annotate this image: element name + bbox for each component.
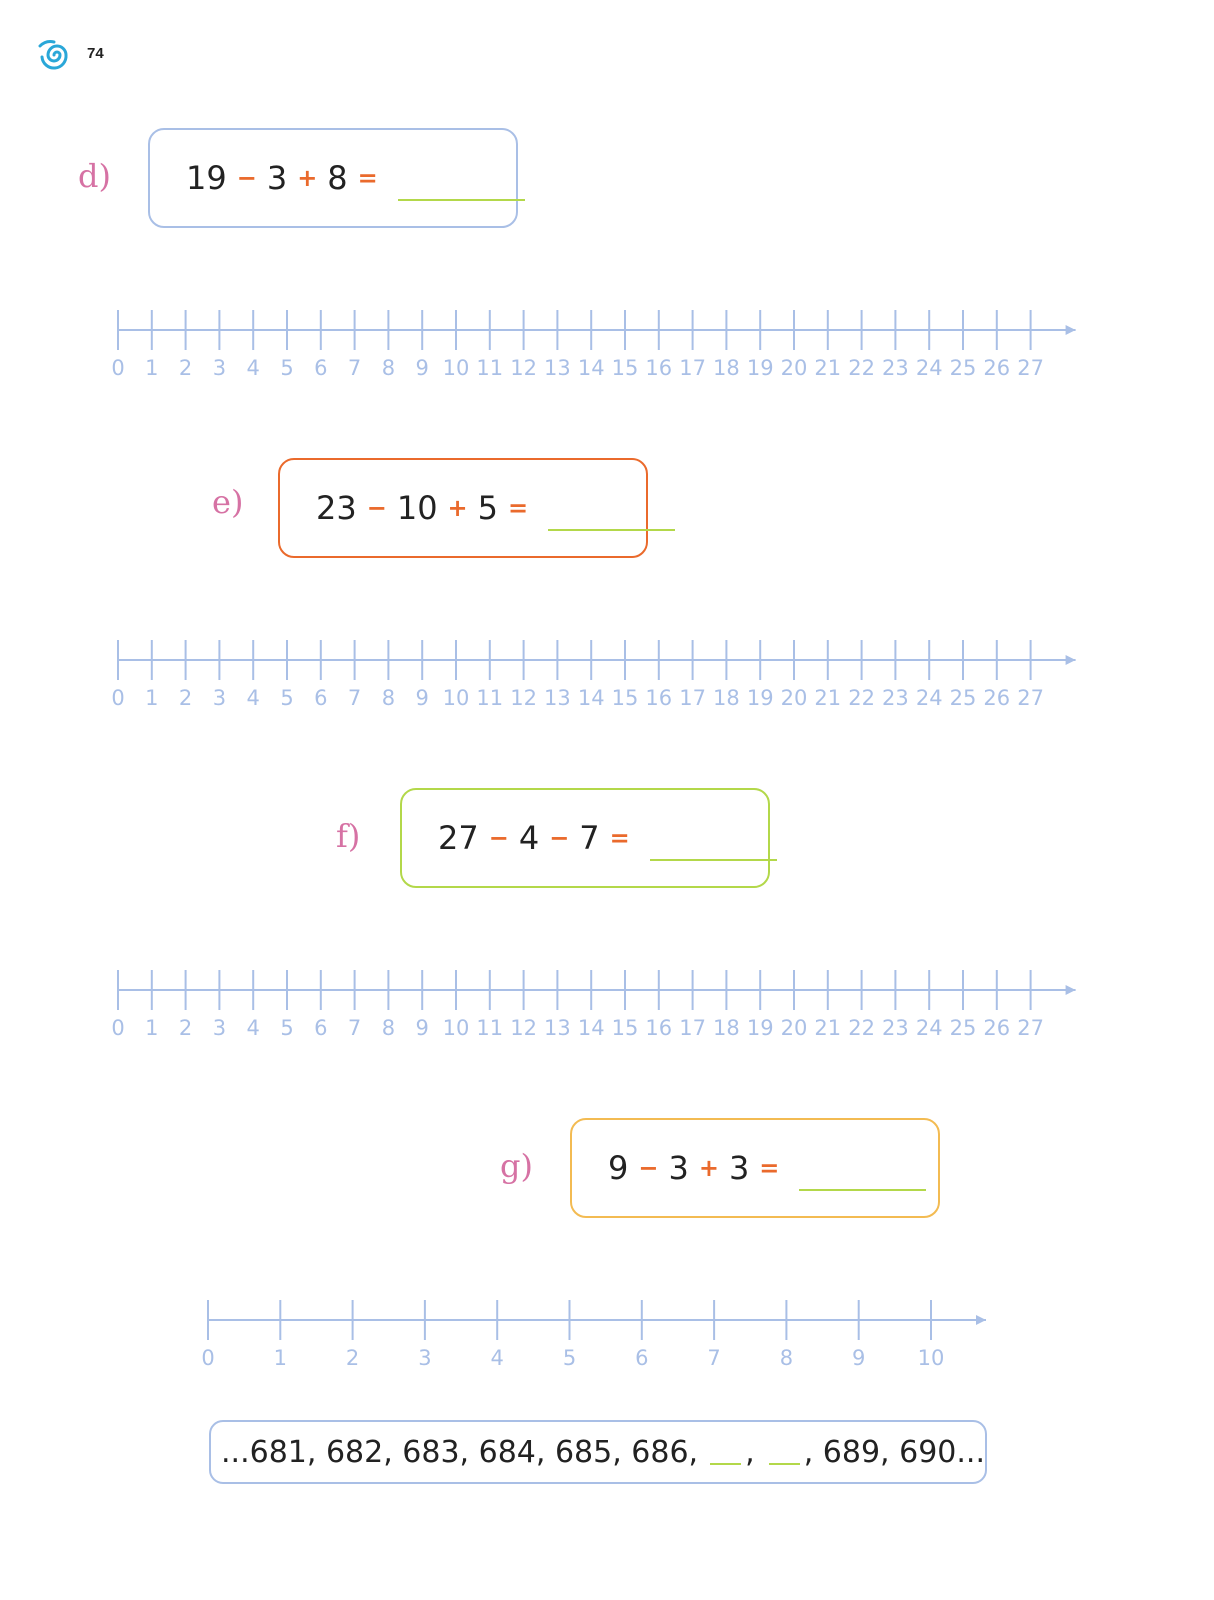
- tick-label: 16: [645, 686, 673, 710]
- tick-label: 24: [915, 686, 943, 710]
- exercise-label: e): [212, 483, 244, 521]
- tick-label: 16: [645, 356, 673, 380]
- tick-label: 27: [1017, 356, 1044, 380]
- tick-label: 10: [442, 356, 470, 380]
- arrow-head-icon: [1066, 325, 1076, 335]
- tick-label: 25: [949, 1016, 977, 1040]
- tick-label: 5: [562, 1346, 577, 1370]
- tick-label: 13: [544, 356, 571, 380]
- tick-label: 10: [442, 1016, 470, 1040]
- operand: 5: [477, 489, 499, 527]
- operand: 27: [438, 819, 479, 857]
- equals-sign: =: [759, 1154, 780, 1182]
- tick-label: 3: [212, 686, 227, 710]
- operand: 23: [316, 489, 357, 527]
- operand: 7: [579, 819, 600, 857]
- tick-label: 1: [145, 686, 159, 710]
- tick-label: 8: [381, 686, 396, 710]
- tick-label: 5: [280, 686, 294, 710]
- tick-label: 9: [415, 356, 429, 380]
- tick-label: 23: [882, 1016, 909, 1040]
- tick-label: 22: [848, 686, 875, 710]
- page-number: 74: [87, 45, 104, 62]
- sequence-end: , 689, 690...: [803, 1434, 985, 1470]
- tick-label: 12: [510, 356, 537, 380]
- number-sequence-box: [209, 1420, 987, 1484]
- tick-label: 6: [314, 686, 328, 710]
- operand: 3: [668, 1149, 689, 1187]
- operand: 8: [327, 159, 348, 197]
- operand: 19: [186, 159, 227, 197]
- tick-label: 15: [611, 356, 639, 380]
- tick-label: 2: [178, 356, 193, 380]
- tick-label: 17: [679, 1016, 706, 1040]
- tick-label: 21: [814, 1016, 842, 1040]
- tick-label: 14: [577, 1016, 605, 1040]
- tick-label: 6: [314, 1016, 328, 1040]
- exercise-label: f): [336, 817, 361, 855]
- tick-label: 2: [345, 1346, 360, 1370]
- equation-box: [148, 128, 518, 228]
- tick-label: 4: [246, 686, 260, 710]
- tick-label: 23: [882, 356, 909, 380]
- tick-label: 19: [746, 356, 774, 380]
- number-line: [105, 960, 1095, 1050]
- tick-label: 7: [347, 356, 362, 380]
- operator: −: [638, 1154, 659, 1182]
- tick-label: 1: [145, 1016, 159, 1040]
- operator: +: [447, 494, 468, 522]
- tick-label: 16: [645, 1016, 673, 1040]
- equation: [438, 819, 777, 857]
- operand: 4: [518, 819, 540, 857]
- tick-label: 2: [178, 686, 193, 710]
- tick-label: 26: [983, 686, 1011, 710]
- tick-label: 10: [917, 1346, 945, 1370]
- tick-label: 8: [381, 356, 396, 380]
- tick-label: 26: [983, 356, 1011, 380]
- answer-blank[interactable]: [650, 859, 777, 861]
- operator: −: [549, 824, 570, 852]
- operator: +: [698, 1154, 719, 1182]
- tick-label: 3: [418, 1346, 432, 1370]
- sequence-start: ...681, 682, 683, 684, 685, 686,: [221, 1434, 699, 1470]
- tick-label: 8: [779, 1346, 794, 1370]
- tick-label: 15: [611, 686, 639, 710]
- equation-box: [400, 788, 770, 888]
- tick-label: 17: [679, 356, 706, 380]
- equals-sign: =: [357, 164, 378, 192]
- number-line-short: [195, 1290, 995, 1380]
- tick-label: 19: [746, 1016, 774, 1040]
- tick-label: 11: [476, 1016, 504, 1040]
- tick-label: 0: [111, 686, 125, 710]
- arrow-head-icon: [1066, 985, 1076, 995]
- operand: 9: [608, 1149, 629, 1187]
- operand: 3: [728, 1149, 750, 1187]
- equation-box: [278, 458, 648, 558]
- equation-box: [570, 1118, 940, 1218]
- equation: [316, 489, 675, 527]
- tick-label: 27: [1017, 686, 1044, 710]
- sequence-separator: ,: [745, 1434, 755, 1470]
- tick-label: 25: [949, 356, 977, 380]
- number-line: [105, 630, 1095, 720]
- tick-label: 24: [915, 356, 943, 380]
- tick-label: 9: [415, 686, 429, 710]
- tick-label: 4: [246, 1016, 260, 1040]
- tick-label: 18: [713, 356, 740, 380]
- tick-label: 8: [381, 1016, 396, 1040]
- answer-blank[interactable]: [398, 199, 525, 201]
- equation: [608, 1149, 926, 1187]
- arrow-head-icon: [976, 1315, 986, 1325]
- tick-label: 20: [780, 356, 808, 380]
- tick-label: 9: [852, 1346, 866, 1370]
- tick-label: 1: [145, 356, 159, 380]
- tick-label: 0: [201, 1346, 215, 1370]
- tick-label: 7: [347, 686, 362, 710]
- answer-blank[interactable]: [799, 1189, 926, 1191]
- arrow-head-icon: [1066, 655, 1076, 665]
- tick-label: 13: [544, 686, 571, 710]
- sequence-blank[interactable]: [769, 1463, 800, 1465]
- tick-label: 7: [347, 1016, 362, 1040]
- equation: [186, 159, 525, 197]
- equals-sign: =: [609, 824, 630, 852]
- operand: 10: [396, 489, 438, 527]
- equals-sign: =: [508, 494, 529, 522]
- tick-label: 27: [1017, 1016, 1044, 1040]
- tick-label: 6: [635, 1346, 649, 1370]
- operator: −: [488, 824, 509, 852]
- tick-label: 0: [111, 1016, 125, 1040]
- tick-label: 9: [415, 1016, 429, 1040]
- tick-label: 6: [314, 356, 328, 380]
- tick-label: 3: [212, 356, 227, 380]
- tick-label: 4: [490, 1346, 504, 1370]
- tick-label: 0: [111, 356, 125, 380]
- tick-label: 24: [915, 1016, 943, 1040]
- answer-blank[interactable]: [548, 529, 675, 531]
- exercise-label: d): [78, 157, 111, 195]
- spiral-logo-icon: [38, 38, 76, 72]
- tick-label: 18: [713, 1016, 740, 1040]
- tick-label: 10: [442, 686, 470, 710]
- tick-label: 14: [577, 356, 605, 380]
- exercise-label: g): [500, 1147, 533, 1185]
- tick-label: 25: [949, 686, 977, 710]
- tick-label: 12: [510, 1016, 537, 1040]
- tick-label: 18: [713, 686, 740, 710]
- tick-label: 12: [510, 686, 537, 710]
- tick-label: 21: [814, 356, 842, 380]
- tick-label: 4: [246, 356, 260, 380]
- operand: 3: [266, 159, 288, 197]
- operator: −: [366, 494, 387, 522]
- tick-label: 21: [814, 686, 842, 710]
- tick-label: 11: [476, 356, 504, 380]
- tick-label: 5: [280, 1016, 294, 1040]
- tick-label: 3: [212, 1016, 227, 1040]
- tick-label: 22: [848, 1016, 875, 1040]
- tick-label: 11: [476, 686, 504, 710]
- tick-label: 20: [780, 1016, 808, 1040]
- tick-label: 14: [577, 686, 605, 710]
- tick-label: 2: [178, 1016, 193, 1040]
- tick-label: 15: [611, 1016, 639, 1040]
- tick-label: 1: [273, 1346, 287, 1370]
- operator: +: [297, 164, 318, 192]
- tick-label: 5: [280, 356, 294, 380]
- tick-label: 7: [707, 1346, 721, 1370]
- tick-label: 23: [882, 686, 909, 710]
- tick-label: 20: [780, 686, 808, 710]
- tick-label: 19: [746, 686, 774, 710]
- tick-label: 17: [679, 686, 706, 710]
- operator: −: [236, 164, 257, 192]
- tick-label: 26: [983, 1016, 1011, 1040]
- tick-label: 22: [848, 356, 875, 380]
- sequence-blank[interactable]: [710, 1463, 741, 1465]
- tick-label: 13: [544, 1016, 571, 1040]
- number-line: [105, 300, 1095, 390]
